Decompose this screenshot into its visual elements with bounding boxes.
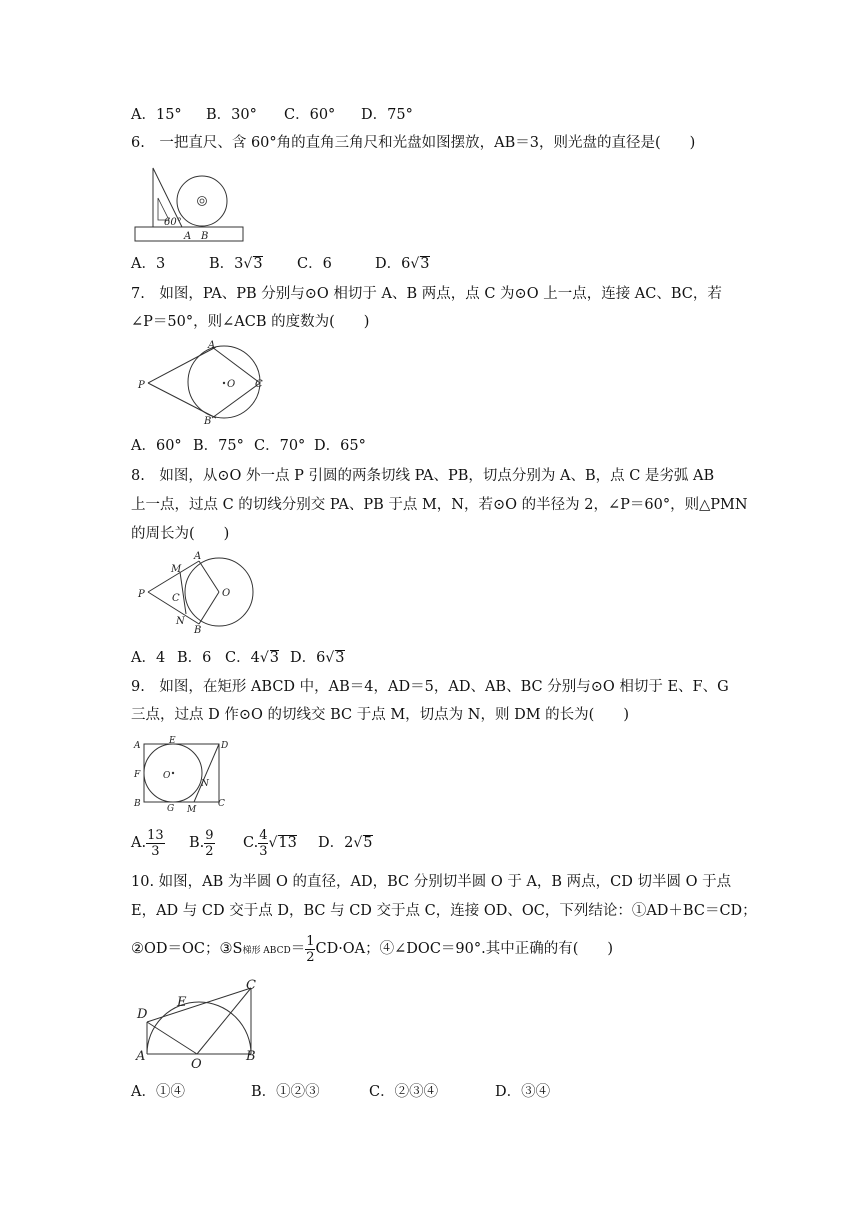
q10-stem-line1: 10. 如图，AB 为半圆 O 的直径，AD，BC 分别切半圆 O 于 A，B 两点，CD 切半圆 O 于点	[131, 874, 732, 890]
q9-label-m: M	[187, 805, 197, 814]
q6-option-d: D．6√3	[375, 256, 430, 272]
q9-label-b: B	[134, 799, 141, 809]
q9-label-d: D	[221, 741, 229, 751]
q6-label-b: B	[201, 231, 209, 242]
q5-option-b: B．30°	[206, 107, 257, 123]
q7-options	[131, 436, 366, 456]
q9-options	[131, 826, 373, 860]
q10-label-d: D	[137, 1007, 148, 1022]
q5-option-a: A．15°	[131, 107, 182, 123]
q10-option-a: A．①④	[131, 1084, 185, 1100]
q7-option-a: A．60°	[131, 438, 182, 454]
q10-label-c: C	[246, 978, 256, 993]
q9-label-c: C	[218, 799, 225, 809]
q9-label-e: E	[169, 736, 176, 746]
q8-label-a: A	[194, 551, 202, 562]
q8-label-o: O	[222, 588, 231, 599]
q9-stem-line1: 9. 如图，在矩形 ABCD 中，AB＝4，AD＝5，AD、AB、BC 分别与⊙O 相切于 E、F、G	[131, 679, 729, 695]
q8-options	[131, 648, 345, 668]
q8-option-d-radicand: 3	[335, 650, 345, 666]
q8-option-b: B．6	[177, 650, 212, 666]
q10-option-b: B．①②③	[251, 1084, 320, 1100]
disc	[177, 176, 227, 226]
q6-angle-label: 60°	[164, 217, 182, 228]
q5-option-c: C．60°	[284, 107, 336, 123]
q8-label-c: C	[172, 593, 180, 604]
q9-stem-line2: 三点，过点 D 作⊙O 的切线交 BC 于点 M，切点为 N，则 DM 的长为( )	[131, 707, 629, 723]
q8-label-n: N	[176, 616, 185, 627]
q7-label-a: A	[208, 340, 216, 351]
q6-stem: 6. 一把直尺、含 60°角的直角三角尺和光盘如图摆放，AB＝3，则光盘的直径是( )	[131, 135, 696, 151]
q9-label-f: F	[134, 770, 141, 780]
q5-options	[131, 105, 413, 125]
q6-options	[131, 254, 430, 274]
q8-stem-line2: 上一点，过点 C 的切线分别交 PA、PB 于点 M，N，若⊙O 的半径为 2，∠P＝60°，则△PMN	[131, 497, 748, 513]
q6-option-a: A．3	[131, 256, 166, 272]
q10-options	[131, 1082, 550, 1102]
q8-label-b: B	[194, 625, 202, 636]
q6-option-d-radicand: 3	[420, 256, 430, 272]
q10-stem-line3: ②OD＝OC；③S梯形 ABCD＝ $\frac{1}{2}$ CD·OA；④∠DOC＝90°.其中正确的有( )	[131, 933, 614, 965]
q7-option-c: C．70°	[254, 438, 306, 454]
q8-figure	[134, 550, 259, 636]
q8-option-a: A．4	[131, 650, 166, 666]
q9-option-d: D．2√5	[318, 835, 373, 851]
q6-figure	[132, 160, 247, 244]
q10-label-b: B	[246, 1049, 256, 1064]
q8-stem-line3: 的周长为( )	[131, 526, 230, 542]
q9-option-c: C. $\frac{4}{3}$ √13	[243, 827, 297, 859]
q9-label-a: A	[134, 741, 141, 751]
q7-stem-line1: 7. 如图，PA、PB 分别与⊙O 相切于 A、B 两点，点 C 为⊙O 上一点，连接 AC、BC，若	[131, 286, 722, 302]
q10-option-d: D．③④	[495, 1084, 551, 1100]
q8-option-d: D．6√3	[290, 650, 345, 666]
q7-label-b: B	[204, 416, 212, 426]
semicircle	[147, 1002, 251, 1054]
disc-hole-outer	[198, 197, 207, 206]
q10-label-a: A	[136, 1049, 146, 1064]
q10-label-o: O	[191, 1057, 202, 1068]
q10-subscript: 梯形 ABCD	[242, 946, 291, 956]
q7-figure	[134, 338, 274, 426]
q10-stem-line2: E，AD 与 CD 交于点 D，BC 与 CD 交于点 C，连接 OD、OC，下列结论：①AD＋BC＝CD；	[131, 903, 757, 919]
q9-figure	[132, 734, 232, 814]
q9-label-o: O	[163, 771, 171, 781]
q7-label-c: C	[255, 379, 263, 390]
q8-stem-line1: 8. 如图，从⊙O 外一点 P 引圆的两条切线 PA、PB，切点分别为 A、B，点 C 是劣弧 AB	[131, 468, 715, 484]
q6-option-b-radicand: 3	[253, 256, 263, 272]
q6-option-b: B．3√3	[209, 256, 263, 272]
q5-option-d: D．75°	[361, 107, 413, 123]
q9-label-n: N	[201, 779, 209, 789]
q10-option-c: C．②③④	[369, 1084, 439, 1100]
disc-hole-inner	[200, 199, 204, 203]
q8-label-p: P	[138, 589, 145, 600]
q9-option-a: A. $\frac{13}{3}$	[131, 827, 164, 859]
q10-label-e: E	[177, 995, 187, 1010]
q6-label-a: A	[184, 231, 192, 242]
q9-option-b: B. $\frac{9}{2}$	[189, 827, 214, 859]
q7-stem-line2: ∠P＝50°，则∠ACB 的度数为( )	[131, 314, 370, 330]
q7-label-p: P	[138, 380, 145, 391]
q9-label-g: G	[167, 804, 175, 814]
rectangle-abcd	[144, 744, 219, 802]
q10-figure	[133, 978, 263, 1068]
q8-label-m: M	[171, 564, 182, 575]
q7-option-d: D．65°	[314, 438, 366, 454]
q7-option-b: B．75°	[193, 438, 244, 454]
q8-option-c: C．4√3	[225, 650, 279, 666]
q6-option-c: C．6	[297, 256, 332, 272]
q8-option-c-radicand: 3	[269, 650, 279, 666]
q7-label-o: O	[227, 379, 236, 390]
